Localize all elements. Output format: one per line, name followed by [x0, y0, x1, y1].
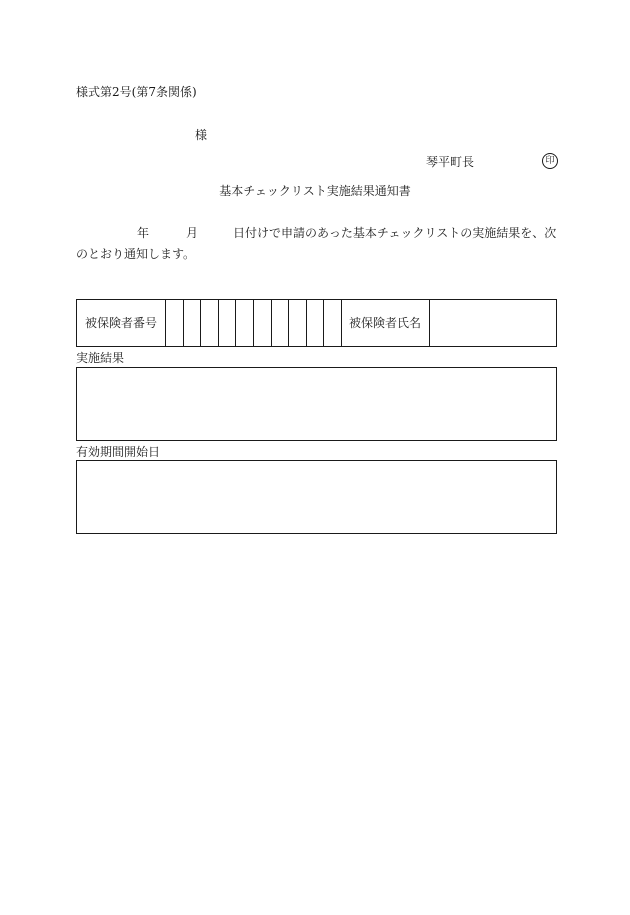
- form-number: 様式第2号(第7条関係): [76, 85, 197, 99]
- insured-info-table: [76, 299, 557, 347]
- insured-number-digit-cell: [288, 300, 307, 346]
- document-title: 基本チェックリスト実施結果通知書: [219, 184, 411, 198]
- insured-number-digit-cell: [200, 300, 219, 346]
- recipient-suffix: 様: [195, 128, 208, 142]
- insured-number-digit-cell: [253, 300, 272, 346]
- seal-mark: 印: [542, 153, 558, 169]
- issuer-title: 琴平町長: [426, 155, 475, 169]
- insured-number-digit-cell: [183, 300, 202, 346]
- name-label-divider: [341, 300, 342, 346]
- insured-number-digit-cell: [306, 300, 325, 346]
- insured-number-digit-cell: [271, 300, 290, 346]
- insured-number-label: 被保険者番号: [84, 315, 157, 330]
- year-label: 年: [137, 226, 150, 240]
- body-paragraph: [76, 226, 558, 242]
- insured-name-field: [429, 300, 556, 346]
- insured-number-digit-cell: [235, 300, 254, 346]
- body-text-line-2: のとおり通知します。: [76, 247, 196, 261]
- insured-number-digit-cell: [323, 300, 342, 346]
- body-text-line-1: 日付けで申請のあった基本チェックリストの実施結果を、次: [233, 226, 557, 240]
- start-date-label: 有効期間開始日: [76, 445, 161, 459]
- month-label: 月: [186, 226, 199, 240]
- insured-number-digit-cell: [218, 300, 237, 346]
- start-date-box: [76, 460, 557, 534]
- insured-name-label: 被保険者氏名: [348, 315, 421, 330]
- result-label: 実施結果: [76, 351, 125, 365]
- result-box: [76, 367, 557, 441]
- insured-number-digit-cell: [165, 300, 184, 346]
